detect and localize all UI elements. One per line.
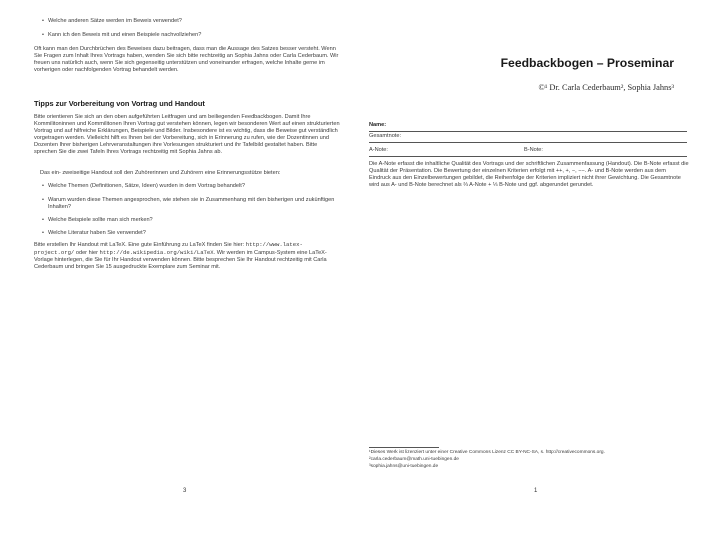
authors-line: ©¹ Dr. Carla Cederbaum², Sophia Jahns³	[538, 83, 674, 92]
page-title: Feedbackbogen – Proseminar	[500, 56, 674, 70]
closing-paragraph	[34, 241, 340, 271]
right-page-number: 1	[534, 488, 538, 494]
a-note-label: A-Note:	[369, 147, 388, 153]
handout-bullet-2: • Warum wurden diese Themen angesprochen, wie stehen sie in Zusammenhang mit den bisherigen und zukünftigen Inhalten?	[48, 197, 340, 211]
footnote-rule	[369, 447, 439, 448]
name-label: Name:	[369, 122, 387, 128]
b-note-label: B-Note:	[524, 147, 543, 153]
top-bullet-1: • Welche anderen Sätze werden im Beweis verwendet?	[48, 18, 338, 25]
tips-heading: Tipps zur Vorbereitung von Vortrag und Handout	[34, 99, 205, 108]
footnote-3: ³sophia.jahns@uni-tuebingen.de	[369, 464, 439, 469]
closing-text-c: . Wir werden im Campus-System eine LaTeX-Vorlage hinterlegen, die Sie für Ihr Handout verwenden können. Bitte besprechen Sie Ihr Handout rechtzeitig mit Carla Cederbaum und bringen Sie 15 ausgedruckte Exemplare zum Seminar mit.	[34, 250, 327, 271]
closing-text-a: Bitte erstellen Ihr Handout mit LaTeX. Eine gute Einführung zu LaTeX finden Sie hier:	[34, 242, 246, 248]
latex-project-link[interactable]: http://www.latex-project.org/	[34, 241, 303, 257]
footnote-1: ¹Dieses Werk ist lizenziert unter einer Creative Commons Lizenz CC BY-NC-SA, s. http://creativecommons.org.	[369, 450, 605, 455]
footnote-2: ²carla.cederbaum@math.uni-tuebingen.de	[369, 457, 459, 462]
grading-paragraph: Die A-Note erfasst die inhaltliche Qualität des Vortrags und der schriftlichen Zusammenfassung (Handout). Die B-Note erfasst die Qualität der Präsentation. Die Bewertung der einzelnen Kriterien erfolgt mit ++, +, −, −−. A- und B-Note werden aus dem Eindruck aus den Einzelbewertungen gebildet, die Reihenfolge der Kriterien impliziert nicht ihrer Gewichtung. Die Gesamtnote wird aus A- und B-Note berechnet als ⅔ A-Note + ⅓ B-Note und ggf. abgerundet gerundet.	[369, 161, 689, 189]
top-bullet-2: • Kann ich den Beweis mit und einen Beispiele nachvollziehen?	[48, 32, 338, 39]
intro-paragraph: Oft kann man den Durchbrüchen des Beweises dazu beitragen, dass man die Aussage des Satzes besser versteht. Wenn Sie Fragen zum Inhalt Ihres Vortrags haben, wenden Sie sich bitte rechtzeitig an Sophia Jahns oder Carla Cederbaum. Wir freuen uns natürlich auch, wenn Sie sich gegenseitig unterstützen und voneinander erfragen, welche Inhalte gerne im vorherigen oder nachfolgenden Vortrag behandelt werden.	[34, 46, 339, 74]
left-page-number: 3	[183, 488, 187, 494]
closing-text-b: oder hier	[74, 250, 100, 257]
handout-bullet-3: • Welche Beispiele sollte man sich merken?	[48, 217, 340, 224]
name-line	[369, 131, 687, 132]
right-page	[360, 0, 720, 540]
total-grade-line	[369, 142, 687, 143]
handout-bullet-4: • Welche Literatur haben Sie verwendet?	[48, 230, 340, 237]
tips-paragraph: Bitte orientieren Sie sich an den oben aufgeführten Leitfragen und am beiliegenden Feedbackbogen. Damit Ihre Kommilitoninnen und Kommilitonen Ihren Vortrag gut verstehen können, legen wir besonderen Wert auf einen strukturierten Vortrag und auf hilfreiche Erklärungen, Beispiele und Bilder. Insbesondere ist es wichtig, dass die Beweise gut verständlich vorgetragen werden. Vielleicht hilft es Ihnen bei der Vorbereitung, sich in Erinnerung zu rufen, wie der Dozentinnen und Dozenten Ihrer bisherigen Lehrveranstaltungen ihre Vorlesungen strukturiert und ihr Tafelbild gestaltet haben. Bitte sprechen Sie die zwei Tafeln Ihres Vortrags rechtzeitig mit Sophia Jahns ab.	[34, 114, 340, 156]
handout-bullet-1: • Welche Themen (Definitionen, Sätze, Ideen) wurden in dem Vortrag behandelt?	[48, 183, 340, 190]
total-grade-label: Gesamtnote:	[369, 133, 402, 139]
notes-line	[369, 156, 687, 157]
handout-intro: Das ein- zweiseitige Handout soll den Zuhörerinnen und Zuhörern eine Erinnerungsstütze bieten:	[40, 170, 281, 176]
wikipedia-link[interactable]: http://de.wikipedia.org/wiki/LaTeX	[99, 249, 214, 257]
